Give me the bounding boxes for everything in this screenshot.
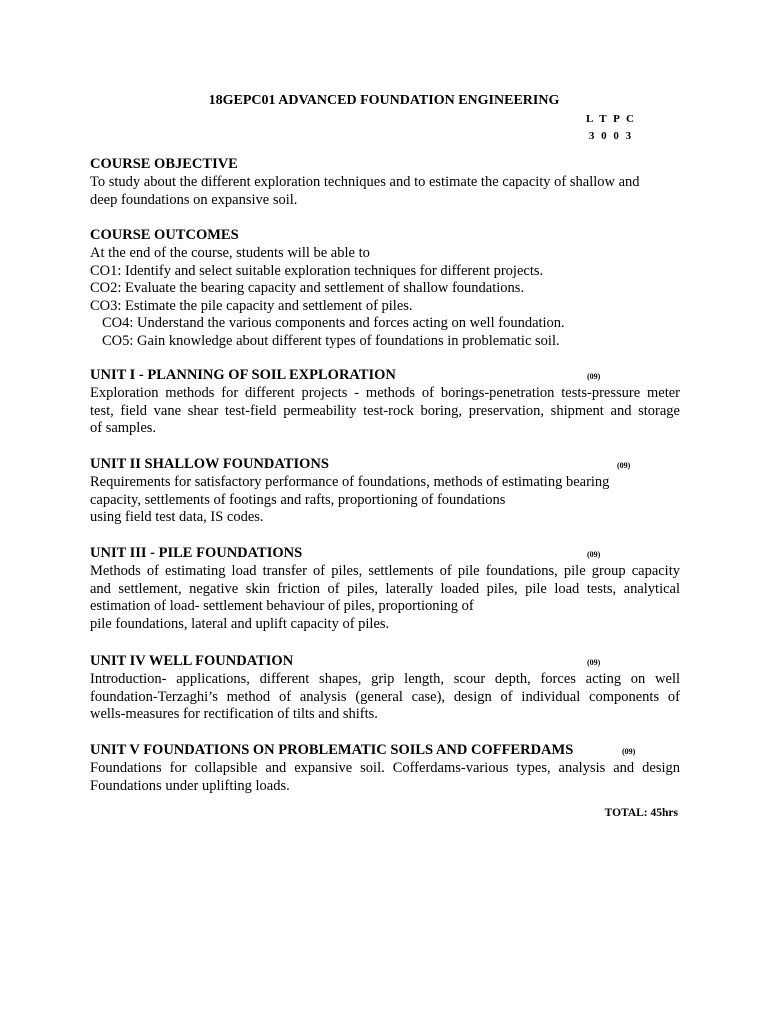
unit-line: Methods of estimating load transfer of piles, settlements of pile foundations, pile group capacity bbox=[90, 563, 680, 579]
unit-line: test, field vane shear test-field permeability test-rock boring, preservation, shipment and storage bbox=[90, 402, 680, 419]
outcome-item: CO5: Gain knowledge about different types of foundations in problematic soil. bbox=[102, 332, 560, 349]
outcome-item: CO4: Understand the various components and forces acting on well foundation. bbox=[102, 315, 565, 331]
unit-line: estimation of load- settlement behaviour of piles, proportioning of bbox=[90, 598, 474, 614]
ltpc-header: L T P C bbox=[586, 113, 636, 125]
ltpc-values: 3 0 0 3 bbox=[588, 130, 634, 142]
objective-text bbox=[90, 174, 680, 209]
unit-1-heading: UNIT I - PLANNING OF SOIL EXPLORATION bbox=[90, 367, 396, 383]
unit-line: capacity, settlements of footings and rafts, proportioning of foundations bbox=[90, 491, 506, 508]
unit-line: Foundations for collapsible and expansive soil. Cofferdams-various types, analysis and design bbox=[90, 760, 680, 776]
outcomes-list bbox=[90, 245, 680, 350]
unit-2-text bbox=[90, 474, 680, 527]
unit-line: using field test data, IS codes. bbox=[90, 509, 264, 525]
objective-line: deep foundations on expansive soil. bbox=[90, 191, 298, 208]
unit-line: of samples. bbox=[90, 420, 157, 436]
outcome-item: CO2: Evaluate the bearing capacity and settlement of shallow foundations. bbox=[90, 280, 525, 296]
unit-line: Exploration methods for different projects - methods of borings-penetration tests-pressure meter bbox=[90, 385, 680, 401]
unit-3-heading: UNIT III - PILE FOUNDATIONS bbox=[90, 545, 303, 561]
unit-2-heading: UNIT II SHALLOW FOUNDATIONS bbox=[90, 456, 329, 472]
total-hours: TOTAL: 45hrs bbox=[604, 807, 678, 819]
unit-1-text bbox=[90, 385, 680, 438]
unit-1-hours: (09) bbox=[587, 372, 601, 381]
outcome-item: CO3: Estimate the pile capacity and settlement of piles. bbox=[90, 297, 413, 314]
unit-5-heading: UNIT V FOUNDATIONS ON PROBLEMATIC SOILS AND COFFERDAMS bbox=[90, 742, 574, 758]
unit-2-hours: (09) bbox=[617, 461, 631, 470]
unit-line: Requirements for satisfactory performance of foundations, methods of estimating bearing bbox=[90, 474, 610, 490]
unit-4-text bbox=[90, 671, 680, 724]
unit-5-hours: (09) bbox=[622, 747, 636, 756]
unit-line: Foundations under uplifting loads. bbox=[90, 777, 290, 794]
outcome-item: CO1: Identify and select suitable exploration techniques for different projects. bbox=[90, 262, 544, 279]
unit-line: pile foundations, lateral and uplift capacity of piles. bbox=[90, 615, 390, 632]
unit-line: and settlement, negative skin friction of piles, laterally loaded piles, pile load tests, analytical bbox=[90, 580, 680, 597]
outcomes-intro: At the end of the course, students will be able to bbox=[90, 245, 370, 261]
objective-line: To study about the different exploration techniques and to estimate the capacity of shallow and bbox=[90, 174, 640, 190]
unit-line: foundation-Terzaghi’s method of analysis (general case), design of individual components of bbox=[90, 688, 680, 705]
outcomes-heading: COURSE OUTCOMES bbox=[90, 227, 239, 243]
objective-heading: COURSE OBJECTIVE bbox=[90, 156, 238, 172]
unit-3-text bbox=[90, 563, 680, 633]
unit-4-heading: UNIT IV WELL FOUNDATION bbox=[90, 653, 294, 669]
unit-5-text bbox=[90, 760, 680, 795]
unit-3-hours: (09) bbox=[587, 550, 601, 559]
unit-line: Introduction- applications, different shapes, grip length, scour depth, forces acting on well bbox=[90, 671, 680, 687]
course-title: 18GEPC01 ADVANCED FOUNDATION ENGINEERING bbox=[208, 93, 560, 108]
unit-line: wells-measures for rectification of tilts and shifts. bbox=[90, 706, 378, 722]
unit-4-hours: (09) bbox=[587, 658, 601, 667]
